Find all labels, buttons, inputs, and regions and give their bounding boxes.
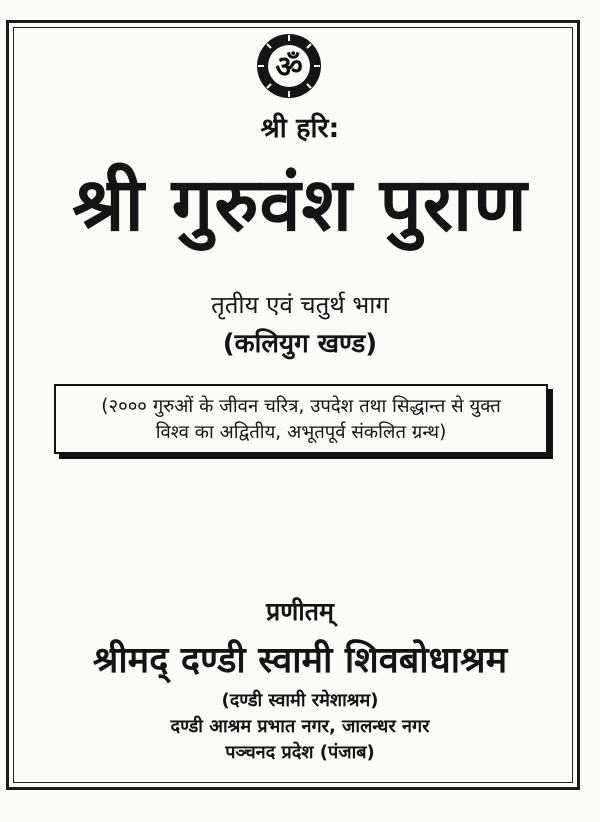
description-box bbox=[54, 384, 548, 454]
volume-label: तृतीय एवं चतुर्थ भाग bbox=[211, 291, 389, 319]
description-line-1: (२००० गुरुओं के जीवन चरित्र, उपदेश तथा सिद्धान्त से युक्त bbox=[101, 396, 501, 417]
book-title: श्री गुरुवंश पुराण bbox=[72, 162, 528, 248]
description-line-2: विश्व का अद्वितीय, अभूतपूर्व संकलित ग्रन्थ) bbox=[155, 422, 447, 443]
om-glyph: ॐ bbox=[275, 50, 303, 85]
author-name: श्रीमद् दण्डी स्वामी शिवबोधाश्रम bbox=[92, 640, 508, 681]
section-label: (कलियुग खण्ड) bbox=[222, 329, 378, 359]
invocation-heading: श्री हरि: bbox=[260, 113, 340, 144]
publisher-address: दण्डी आश्रम प्रभात नगर, जालन्धर नगर bbox=[170, 716, 430, 737]
publisher-region: पञ्चनद प्रदेश (पंजाब) bbox=[225, 742, 375, 763]
author-alias: (दण्डी स्वामी रमेशाश्रम) bbox=[221, 690, 379, 711]
om-icon bbox=[255, 32, 323, 100]
composed-by-label: प्रणीतम् bbox=[266, 597, 334, 626]
